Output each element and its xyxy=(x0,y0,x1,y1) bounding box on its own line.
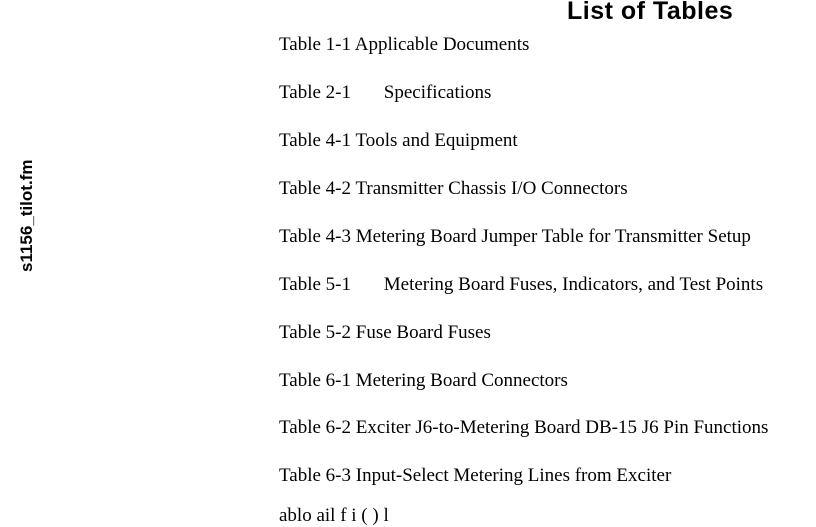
table-title: Metering Board Fuses, Indicators, and Test Points xyxy=(383,274,764,295)
list-item[interactable] xyxy=(279,322,491,344)
list-item[interactable] xyxy=(279,465,671,487)
page-title: List of Tables xyxy=(567,0,734,25)
table-title: Specifications xyxy=(383,82,492,103)
clipped-next-entry xyxy=(279,505,816,526)
table-number: Table 5-2 xyxy=(279,322,352,343)
table-title: Metering Board Connectors xyxy=(355,370,568,391)
table-number: Table 4-1 xyxy=(279,130,352,151)
table-number: Table 4-2 xyxy=(279,178,352,199)
list-item[interactable] xyxy=(279,274,763,296)
list-item[interactable] xyxy=(279,417,768,439)
table-title: Input-Select Metering Lines from Exciter xyxy=(355,465,672,486)
side-label: s1156_tilot.fm xyxy=(17,159,36,272)
table-title: Metering Board Jumper Table for Transmitter Setup xyxy=(355,226,751,247)
table-title: Applicable Documents xyxy=(354,34,530,55)
list-item[interactable] xyxy=(279,130,518,152)
list-item[interactable] xyxy=(279,82,491,104)
list-item[interactable] xyxy=(279,226,751,248)
table-number: Table 6-1 xyxy=(279,370,352,391)
table-title: Exciter J6-to-Metering Board DB-15 J6 Pin Functions xyxy=(355,417,769,438)
list-item[interactable] xyxy=(279,178,628,200)
list-item[interactable] xyxy=(279,34,529,56)
table-number: Table 2-1 xyxy=(279,82,352,103)
table-number: Table 6-2 xyxy=(279,417,352,438)
table-title: Tools and Equipment xyxy=(355,130,518,151)
table-number: Table 4-3 xyxy=(279,226,352,247)
list-item[interactable] xyxy=(279,370,568,392)
clipped-text-fragment xyxy=(279,505,816,526)
svg-text:ablo ail f: ablo ail f i ( ) l xyxy=(279,505,389,526)
table-title: Transmitter Chassis I/O Connectors xyxy=(355,178,628,199)
table-number: Table 6-3 xyxy=(279,465,352,486)
table-number: Table 5-1 xyxy=(279,274,352,295)
table-number: Table 1-1 xyxy=(279,34,352,55)
table-title: Fuse Board Fuses xyxy=(355,322,491,343)
